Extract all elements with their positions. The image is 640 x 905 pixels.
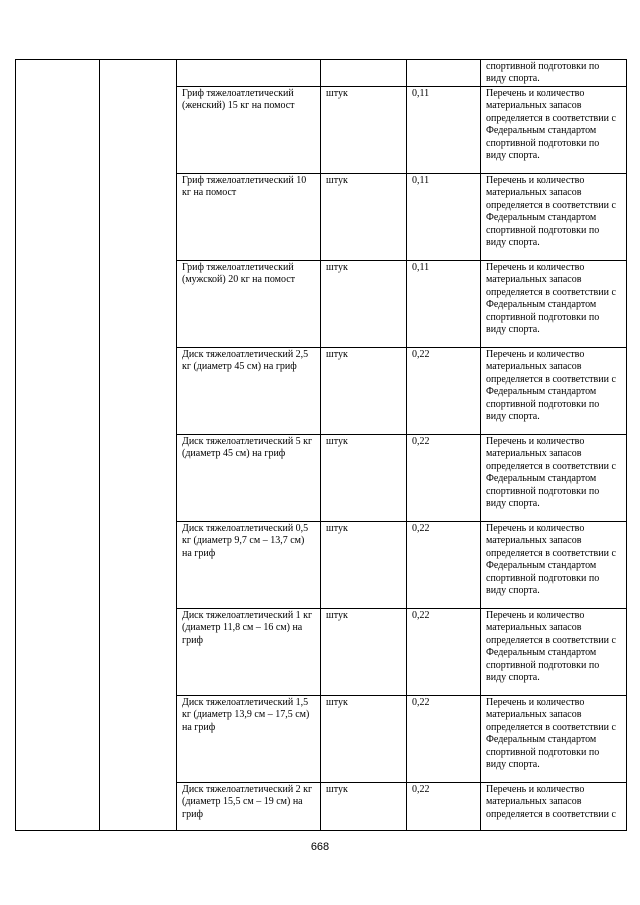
item-name-cell bbox=[177, 60, 321, 87]
unit-cell bbox=[321, 60, 407, 87]
quantity-cell: 0,11 bbox=[407, 174, 481, 261]
note-cell: Перечень и количество материальных запасов определяется в соответствии с Федеральным стандартом спортивной подготовки по виду спорта. bbox=[481, 348, 627, 435]
item-name-cell: Гриф тяжелоатлетический (женский) 15 кг на помост bbox=[177, 87, 321, 174]
quantity-cell bbox=[407, 60, 481, 87]
quantity-cell: 0,22 bbox=[407, 696, 481, 783]
note-cell: Перечень и количество материальных запасов определяется в соответствии с Федеральным стандартом спортивной подготовки по виду спорта. bbox=[481, 174, 627, 261]
unit-cell: штук bbox=[321, 696, 407, 783]
quantity-cell: 0,22 bbox=[407, 783, 481, 831]
item-name-cell: Гриф тяжелоатлетический 10 кг на помост bbox=[177, 174, 321, 261]
note-cell: Перечень и количество материальных запасов определяется в соответствии с Федеральным стандартом спортивной подготовки по виду спорта. bbox=[481, 87, 627, 174]
quantity-cell: 0,22 bbox=[407, 348, 481, 435]
item-name-cell: Гриф тяжелоатлетический (мужской) 20 кг на помост bbox=[177, 261, 321, 348]
quantity-cell: 0,11 bbox=[407, 87, 481, 174]
item-name-cell: Диск тяжелоатлетический 2,5 кг (диаметр 45 см) на гриф bbox=[177, 348, 321, 435]
item-name-cell: Диск тяжелоатлетический 5 кг (диаметр 45 см) на гриф bbox=[177, 435, 321, 522]
quantity-cell: 0,22 bbox=[407, 609, 481, 696]
item-name-cell: Диск тяжелоатлетический 1,5 кг (диаметр 13,9 см – 17,5 см) на гриф bbox=[177, 696, 321, 783]
quantity-cell: 0,11 bbox=[407, 261, 481, 348]
note-cell: Перечень и количество материальных запасов определяется в соответствии с Федеральным стандартом спортивной подготовки по виду спорта. bbox=[481, 435, 627, 522]
unit-cell: штук bbox=[321, 87, 407, 174]
page-number: 668 bbox=[310, 841, 330, 853]
quantity-cell: 0,22 bbox=[407, 435, 481, 522]
merged-column-2 bbox=[100, 60, 177, 831]
unit-cell: штук bbox=[321, 174, 407, 261]
item-name-cell: Диск тяжелоатлетический 2 кг (диаметр 15,5 см – 19 см) на гриф bbox=[177, 783, 321, 831]
unit-cell: штук bbox=[321, 261, 407, 348]
item-name-cell: Диск тяжелоатлетический 1 кг (диаметр 11,8 см – 16 см) на гриф bbox=[177, 609, 321, 696]
note-cell: Перечень и количество материальных запасов определяется в соответствии с Федеральным стандартом спортивной подготовки по виду спорта. bbox=[481, 696, 627, 783]
unit-cell: штук bbox=[321, 348, 407, 435]
note-cell: Перечень и количество материальных запасов определяется в соответствии с bbox=[481, 783, 627, 831]
unit-cell: штук bbox=[321, 435, 407, 522]
unit-cell: штук bbox=[321, 609, 407, 696]
note-cell: Перечень и количество материальных запасов определяется в соответствии с Федеральным стандартом спортивной подготовки по виду спорта. bbox=[481, 522, 627, 609]
unit-cell: штук bbox=[321, 522, 407, 609]
note-cell: Перечень и количество материальных запасов определяется в соответствии с Федеральным стандартом спортивной подготовки по виду спорта. bbox=[481, 609, 627, 696]
note-cell: спортивной подготовки по виду спорта. bbox=[481, 60, 627, 87]
item-name-cell: Диск тяжелоатлетический 0,5 кг (диаметр 9,7 см – 13,7 см) на гриф bbox=[177, 522, 321, 609]
note-cell: Перечень и количество материальных запасов определяется в соответствии с Федеральным стандартом спортивной подготовки по виду спорта. bbox=[481, 261, 627, 348]
quantity-cell: 0,22 bbox=[407, 522, 481, 609]
unit-cell: штук bbox=[321, 783, 407, 831]
table-row-continuation bbox=[16, 60, 627, 87]
merged-column-1 bbox=[16, 60, 100, 831]
equipment-table bbox=[15, 59, 627, 831]
